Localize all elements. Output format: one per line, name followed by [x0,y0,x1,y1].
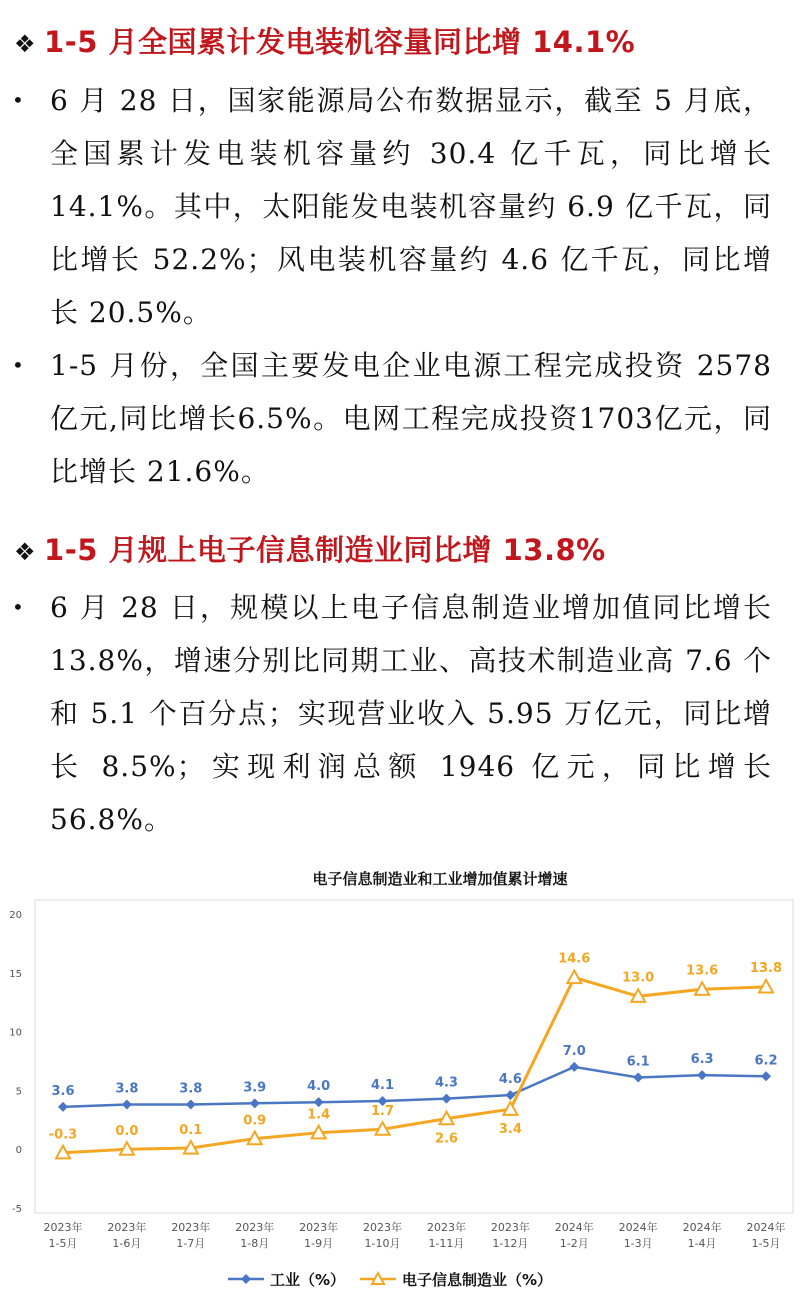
x-tick-label: 2023年 [363,1221,403,1234]
series-line [63,1067,766,1107]
series-point [633,1072,643,1082]
data-label: 13.6 [686,963,719,979]
paragraph-text: 6 月 28 日，国家能源局公布数据显示，截至 5 月底，全国累计发电装机容量约 30.4 亿千瓦，同比增长 14.1%。其中，太阳能发电装机容量约 6.9 亿千瓦，同比增长 52.2%；风电装机容量约 4.6 亿千瓦，同比增长 20.5%。 [50,84,772,329]
chart-title: 电子信息制造业和工业增加值累计增速 [312,870,568,888]
data-label: 4.6 [498,1072,522,1088]
x-tick-label: 1-5月 [48,1237,78,1250]
x-tick-label: 2024年 [746,1221,786,1234]
x-tick-label: 2024年 [554,1221,594,1234]
y-tick-label: -5 [12,1204,22,1215]
x-tick-label: 1-4月 [687,1237,717,1250]
x-tick-label: 1-3月 [623,1237,653,1250]
series-point [186,1100,196,1110]
data-label: 6.3 [690,1052,714,1068]
chart-svg [0,848,801,1305]
x-tick-label: 1-8月 [240,1237,270,1250]
data-label: 14.6 [558,951,591,967]
data-label: 3.8 [179,1081,203,1097]
y-tick-label: 0 [15,1145,22,1157]
series-point [505,1090,515,1100]
x-tick-label: 1-9月 [304,1237,334,1250]
x-tick-label: 2023年 [490,1221,530,1234]
data-label: -0.3 [48,1127,78,1143]
data-label: 6.1 [626,1054,650,1070]
data-label: 4.1 [371,1077,395,1093]
data-label: 3.8 [115,1081,139,1097]
data-label: 0.0 [115,1124,139,1140]
legend-label: 电子信息制造业（%） [402,1271,553,1289]
section-heading-power-capacity [14,20,635,61]
series-point [250,1098,260,1108]
x-tick-label: 1-2月 [559,1237,589,1250]
data-label: 2.6 [434,1131,458,1147]
series-line [63,978,766,1153]
y-tick-label: 10 [9,1027,22,1039]
x-tick-label: 2024年 [682,1221,722,1234]
chart-frame [35,900,793,1213]
diamond-bullet-icon: ❖ [14,30,37,58]
x-tick-label: 1-7月 [176,1237,206,1250]
data-label: 0.1 [179,1123,203,1139]
x-tick-label: 2023年 [426,1221,466,1234]
bullet-dot-icon: • [12,595,24,619]
x-tick-label: 1-5月 [751,1237,781,1250]
data-label: 0.9 [243,1113,267,1129]
section-title: 1-5 月全国累计发电装机容量同比增 14.1% [44,25,636,59]
x-tick-label: 2023年 [235,1221,275,1234]
paragraph-text: 6 月 28 日，规模以上电子信息制造业增加值同比增长 13.8%，增速分别比同期工业、高技术制造业高 7.6 个和 5.1 个百分点；实现营业收入 5.95 万亿元，同比增长 8.5%；实现利润总额 1946 亿元，同比增长 56.8%。 [50,591,772,836]
bullet-dot-icon: • [12,88,24,112]
series-point [569,1062,579,1072]
x-tick-label: 1-11月 [428,1237,465,1250]
series-point [58,1102,68,1112]
section-title: 1-5 月规上电子信息制造业同比增 13.8% [44,533,606,567]
series-point [314,1097,324,1107]
data-label: 4.3 [434,1075,458,1091]
paragraph-text: 1-5 月份，全国主要发电企业电源工程完成投资 2578亿元,同比增长6.5%。电网工程完成投资1703亿元，同比增长 21.6%。 [50,349,772,488]
series-point [122,1100,132,1110]
data-label: 3.6 [51,1083,75,1099]
x-tick-label: 2023年 [171,1221,211,1234]
diamond-bullet-icon: ❖ [14,538,37,566]
x-tick-label: 2023年 [107,1221,147,1234]
data-label: 13.8 [749,960,783,976]
data-label: 1.7 [371,1104,395,1120]
series-point [761,1071,771,1081]
y-tick-label: 5 [15,1086,22,1098]
legend-label: 工业（%） [270,1271,346,1289]
x-tick-label: 1-12月 [492,1237,529,1250]
x-tick-label: 2023年 [43,1221,83,1234]
data-label: 1.4 [307,1107,331,1123]
y-tick-label: 20 [9,910,22,921]
growth-line-chart [0,848,801,1305]
series-point [697,1070,707,1080]
legend-diamond-icon [241,1274,251,1284]
data-label: 6.2 [754,1053,778,1069]
series-point [441,1094,451,1104]
data-label: 3.9 [243,1080,267,1096]
data-label: 13.0 [622,970,655,986]
x-tick-label: 2024年 [618,1221,658,1234]
x-tick-label: 1-6月 [112,1237,142,1250]
data-label: 4.0 [307,1079,331,1095]
series-point [567,971,581,984]
bullet-dot-icon: • [12,353,24,377]
x-tick-label: 2023年 [299,1221,339,1234]
data-label: 3.4 [498,1122,522,1138]
data-label: 7.0 [562,1043,586,1059]
x-tick-label: 1-10月 [364,1237,401,1250]
y-tick-label: 15 [9,968,22,980]
section-heading-electronics [14,528,606,569]
